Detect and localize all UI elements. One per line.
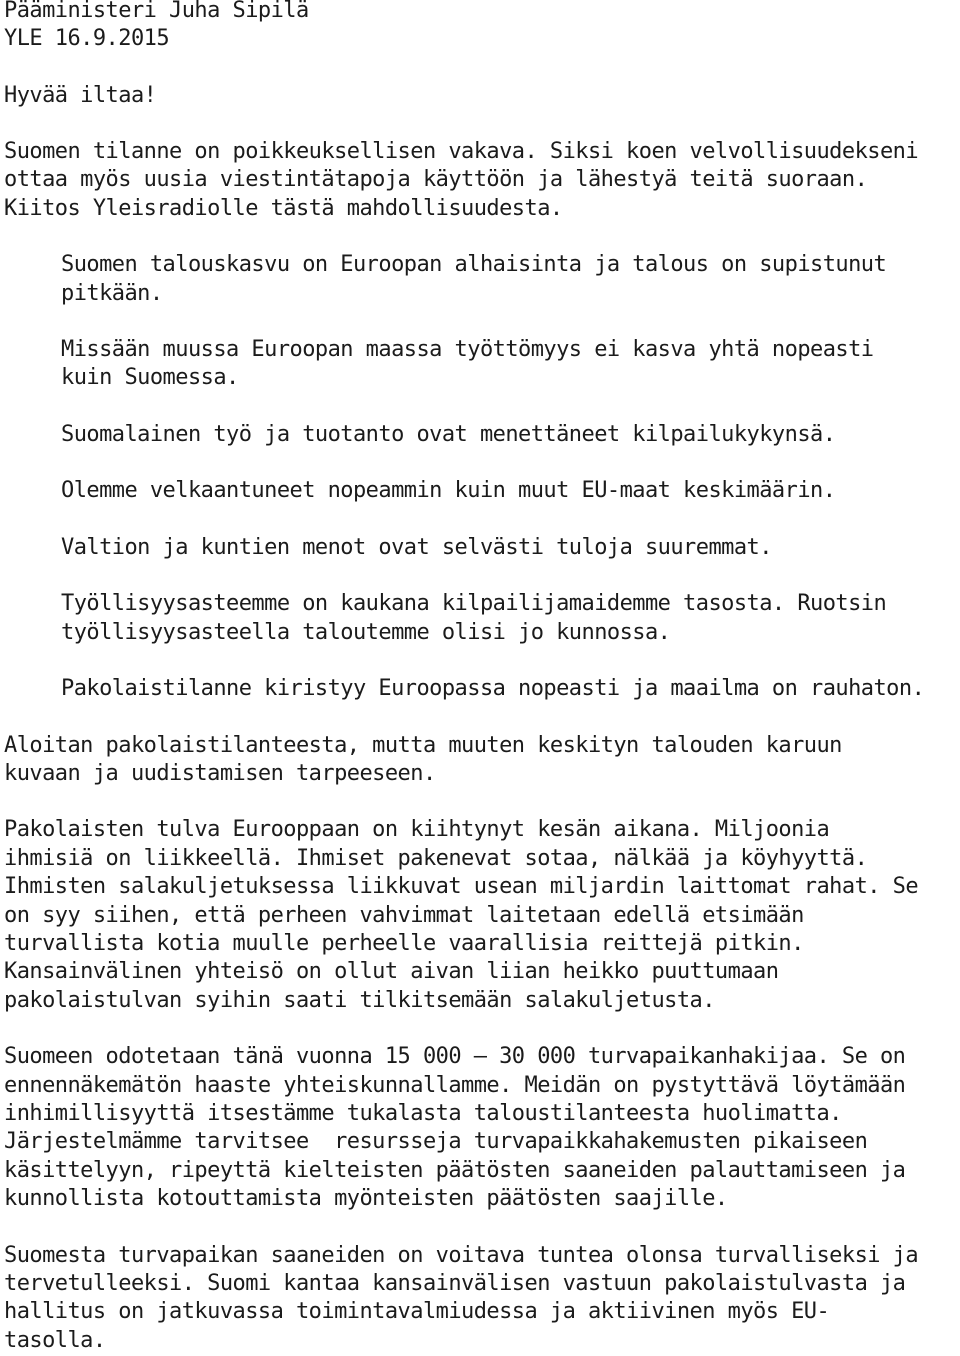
point-growth-line: Suomen talouskasvu on Euroopan alhaisinta ja talous on supistunut bbox=[61, 252, 887, 277]
refugee-paragraph-line: Kansainvälinen yhteisö on ollut aivan liian heikko puuttumaan bbox=[4, 959, 779, 984]
welcome-paragraph-line: hallitus on jatkuvassa toimintavalmiudessa ja aktiivinen myös EU- bbox=[4, 1299, 830, 1324]
point-debt: Olemme velkaantuneet nopeammin kuin muut EU-maat keskimäärin. bbox=[61, 478, 836, 503]
source-date: YLE 16.9.2015 bbox=[4, 26, 170, 51]
point-unemployment-line: kuin Suomessa. bbox=[61, 365, 239, 390]
welcome-paragraph-line: Suomesta turvapaikan saaneiden on voitava tuntea olonsa turvalliseksi ja bbox=[4, 1243, 919, 1268]
point-competitiveness: Suomalainen työ ja tuotanto ovat menettäneet kilpailukykynsä. bbox=[61, 422, 836, 447]
refugee-paragraph-line: pakolaistulvan syihin saati tilkitsemään salakuljetusta. bbox=[4, 988, 715, 1013]
intro-line: ottaa myös uusia viestintätapoja käyttöön ja lähestyä teitä suoraan. bbox=[4, 167, 868, 192]
finland-paragraph-line: käsittelyyn, ripeyttä kielteisten päätösten saaneiden palauttamiseen ja bbox=[4, 1158, 906, 1183]
finland-paragraph-line: Suomeen odotetaan tänä vuonna 15 000 – 30 000 turvapaikanhakijaa. Se on bbox=[4, 1044, 906, 1069]
intro-line: Suomen tilanne on poikkeuksellisen vakava. Siksi koen velvollisuudekseni bbox=[4, 139, 919, 164]
point-unemployment-line: Missään muussa Euroopan maassa työttömyys ei kasva yhtä nopeasti bbox=[61, 337, 874, 362]
point-employment-line: Työllisyysasteemme on kaukana kilpailijamaidemme tasosta. Ruotsin bbox=[61, 591, 887, 616]
finland-paragraph-line: Järjestelmämme tarvitsee resursseja turvapaikkahakemusten pikaiseen bbox=[4, 1129, 868, 1154]
speaker-name: Pääministeri Juha Sipilä bbox=[4, 0, 309, 23]
welcome-paragraph-line: tervetulleeksi. Suomi kantaa kansainvälisen vastuun pakolaistulvasta ja bbox=[4, 1271, 906, 1296]
point-refugee-situation: Pakolaistilanne kiristyy Euroopassa nopeasti ja maailma on rauhaton. bbox=[61, 676, 925, 701]
finland-paragraph-line: ennennäkemätön haaste yhteiskunnallamme. Meidän on pystyttävä löytämään bbox=[4, 1073, 906, 1098]
focus-paragraph-line: kuvaan ja uudistamisen tarpeeseen. bbox=[4, 761, 436, 786]
refugee-paragraph-line: Pakolaisten tulva Eurooppaan on kiihtynyt kesän aikana. Miljoonia bbox=[4, 817, 830, 842]
finland-paragraph-line: inhimillisyyttä itsestämme tukalasta taloustilanteesta huolimatta. bbox=[4, 1101, 842, 1126]
finland-paragraph-line: kunnollista kotouttamista myönteisten päätösten saajille. bbox=[4, 1186, 728, 1211]
refugee-paragraph-line: Ihmisten salakuljetuksessa liikkuvat usean miljardin laittomat rahat. Se bbox=[4, 874, 919, 899]
point-spending: Valtion ja kuntien menot ovat selvästi tuloja suuremmat. bbox=[61, 535, 772, 560]
refugee-paragraph-line: turvallista kotia muulle perheelle vaarallisia reittejä pitkin. bbox=[4, 931, 804, 956]
welcome-paragraph-line: tasolla. bbox=[4, 1328, 106, 1353]
focus-paragraph-line: Aloitan pakolaistilanteesta, mutta muuten keskityn talouden karuun bbox=[4, 733, 842, 758]
intro-line: Kiitos Yleisradiolle tästä mahdollisuudesta. bbox=[4, 196, 563, 221]
greeting: Hyvää iltaa! bbox=[4, 83, 157, 108]
point-growth-line: pitkään. bbox=[61, 281, 163, 306]
point-employment-line: työllisyysasteella taloutemme olisi jo kunnossa. bbox=[61, 620, 671, 645]
refugee-paragraph-line: on syy siihen, että perheen vahvimmat laitetaan edellä etsimään bbox=[4, 903, 804, 928]
refugee-paragraph-line: ihmisiä on liikkeellä. Ihmiset pakenevat sotaa, nälkää ja köyhyyttä. bbox=[4, 846, 868, 871]
